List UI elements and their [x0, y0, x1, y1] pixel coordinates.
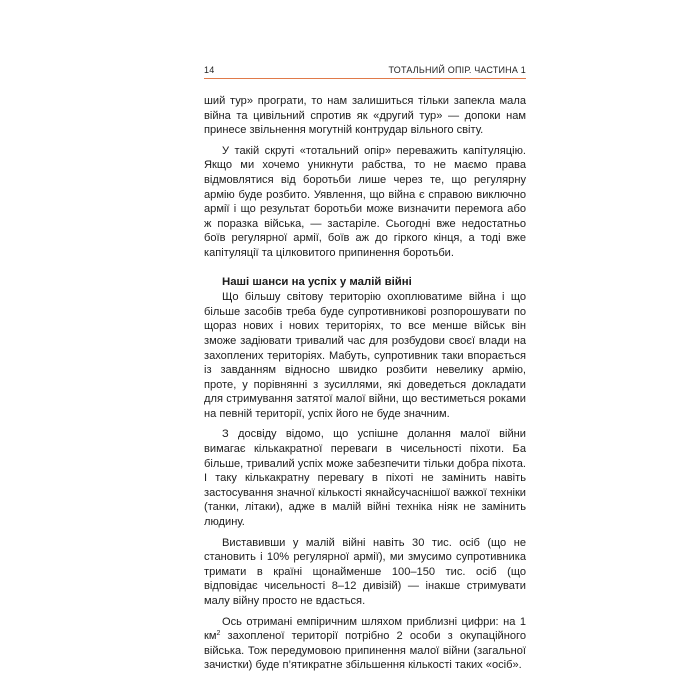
paragraph-infantry: З досвіду відомо, що успішне долання малої війни вимагає кількакратної переваги в чисельності піхоти. Ба більше, тривалий успіх може забезпечити тільки добра піхота. І таку кількакратну перевагу в піхоті не замінить навіть застосування значної кількості якнайсучаснішої важкої техніки (танки, літаки), адже в малій війні техніка ніяк не замінить людину. [204, 428, 526, 529]
header-rule [204, 78, 526, 79]
paragraph-numbers: Виставивши у малій війні навіть 30 тис. осіб (що не становить і 10% регулярної армії), ми змусимо супротивника тримати в країні щонайменше 100–150 тис. осіб (що відповідає чисельності 8–12 дивізій) — інакше стримувати малу війну просто не вдасться. [204, 536, 526, 607]
book-page [204, 62, 526, 672]
running-header [204, 62, 526, 78]
page-body [204, 94, 526, 673]
superscript-two: 2 [216, 630, 221, 638]
paragraph-total-resistance: У такій скруті «тотальний опір» переважить капітуляцію. Якщо ми хочемо уникнути рабства, то не маємо права відмовлятися від боротьби лише через те, що регулярну армію буде розбито. Уявлення, що війна є справою виключно армії і що результат боротьби може визначити перемога або ж поразка війська, — застаріле. Сьогодні вже недостатньо боїв регулярної армії, боїв аж до гіркого кінця, а тоді вже капітуляції та цілковитого припинення боротьби. [204, 144, 526, 259]
empirical-text-start: Ось отримані емпіричним шляхом приблизні цифри: на 1 км [204, 615, 526, 643]
running-title: ТОТАЛЬНИЙ ОПІР. ЧАСТИНА 1 [388, 65, 526, 75]
paragraph-continuation: ший тур» програти, то нам залишиться тільки запекла мала війна та цивільний спротив як «другий тур» — допоки нам принесе звільнення могутній контрудар вільного світу. [204, 95, 526, 137]
paragraph-territory: Що більшу світову територію охоплюватиме війна і що більше засобів треба буде супротивникові розпорошувати по щораз нових і нових територіях, то все менше військ він зможе задіювати тривалий час для розбудови своєї влади на захоплених територіях. Мабуть, супротивник таки впорається із завданням відносно швидко розбити невелику армію, проте, у порівнянні з зусиллями, які доведеться докладати для стримування затятої малої війни, що вестиметься роками на певній території, успіх його не буде значним. [204, 291, 526, 420]
empirical-text-end: захопленої території потрібно 2 особи з окупаційного війська. Тож передумовою припинення малої війни (загальної зачистки) буде п’ятикратне збільшення кількості таких «осіб». [204, 630, 526, 672]
paragraph-empirical [204, 615, 526, 673]
page-number: 14 [204, 65, 215, 75]
section-heading: Наші шанси на успіх у малій війні [222, 275, 412, 288]
